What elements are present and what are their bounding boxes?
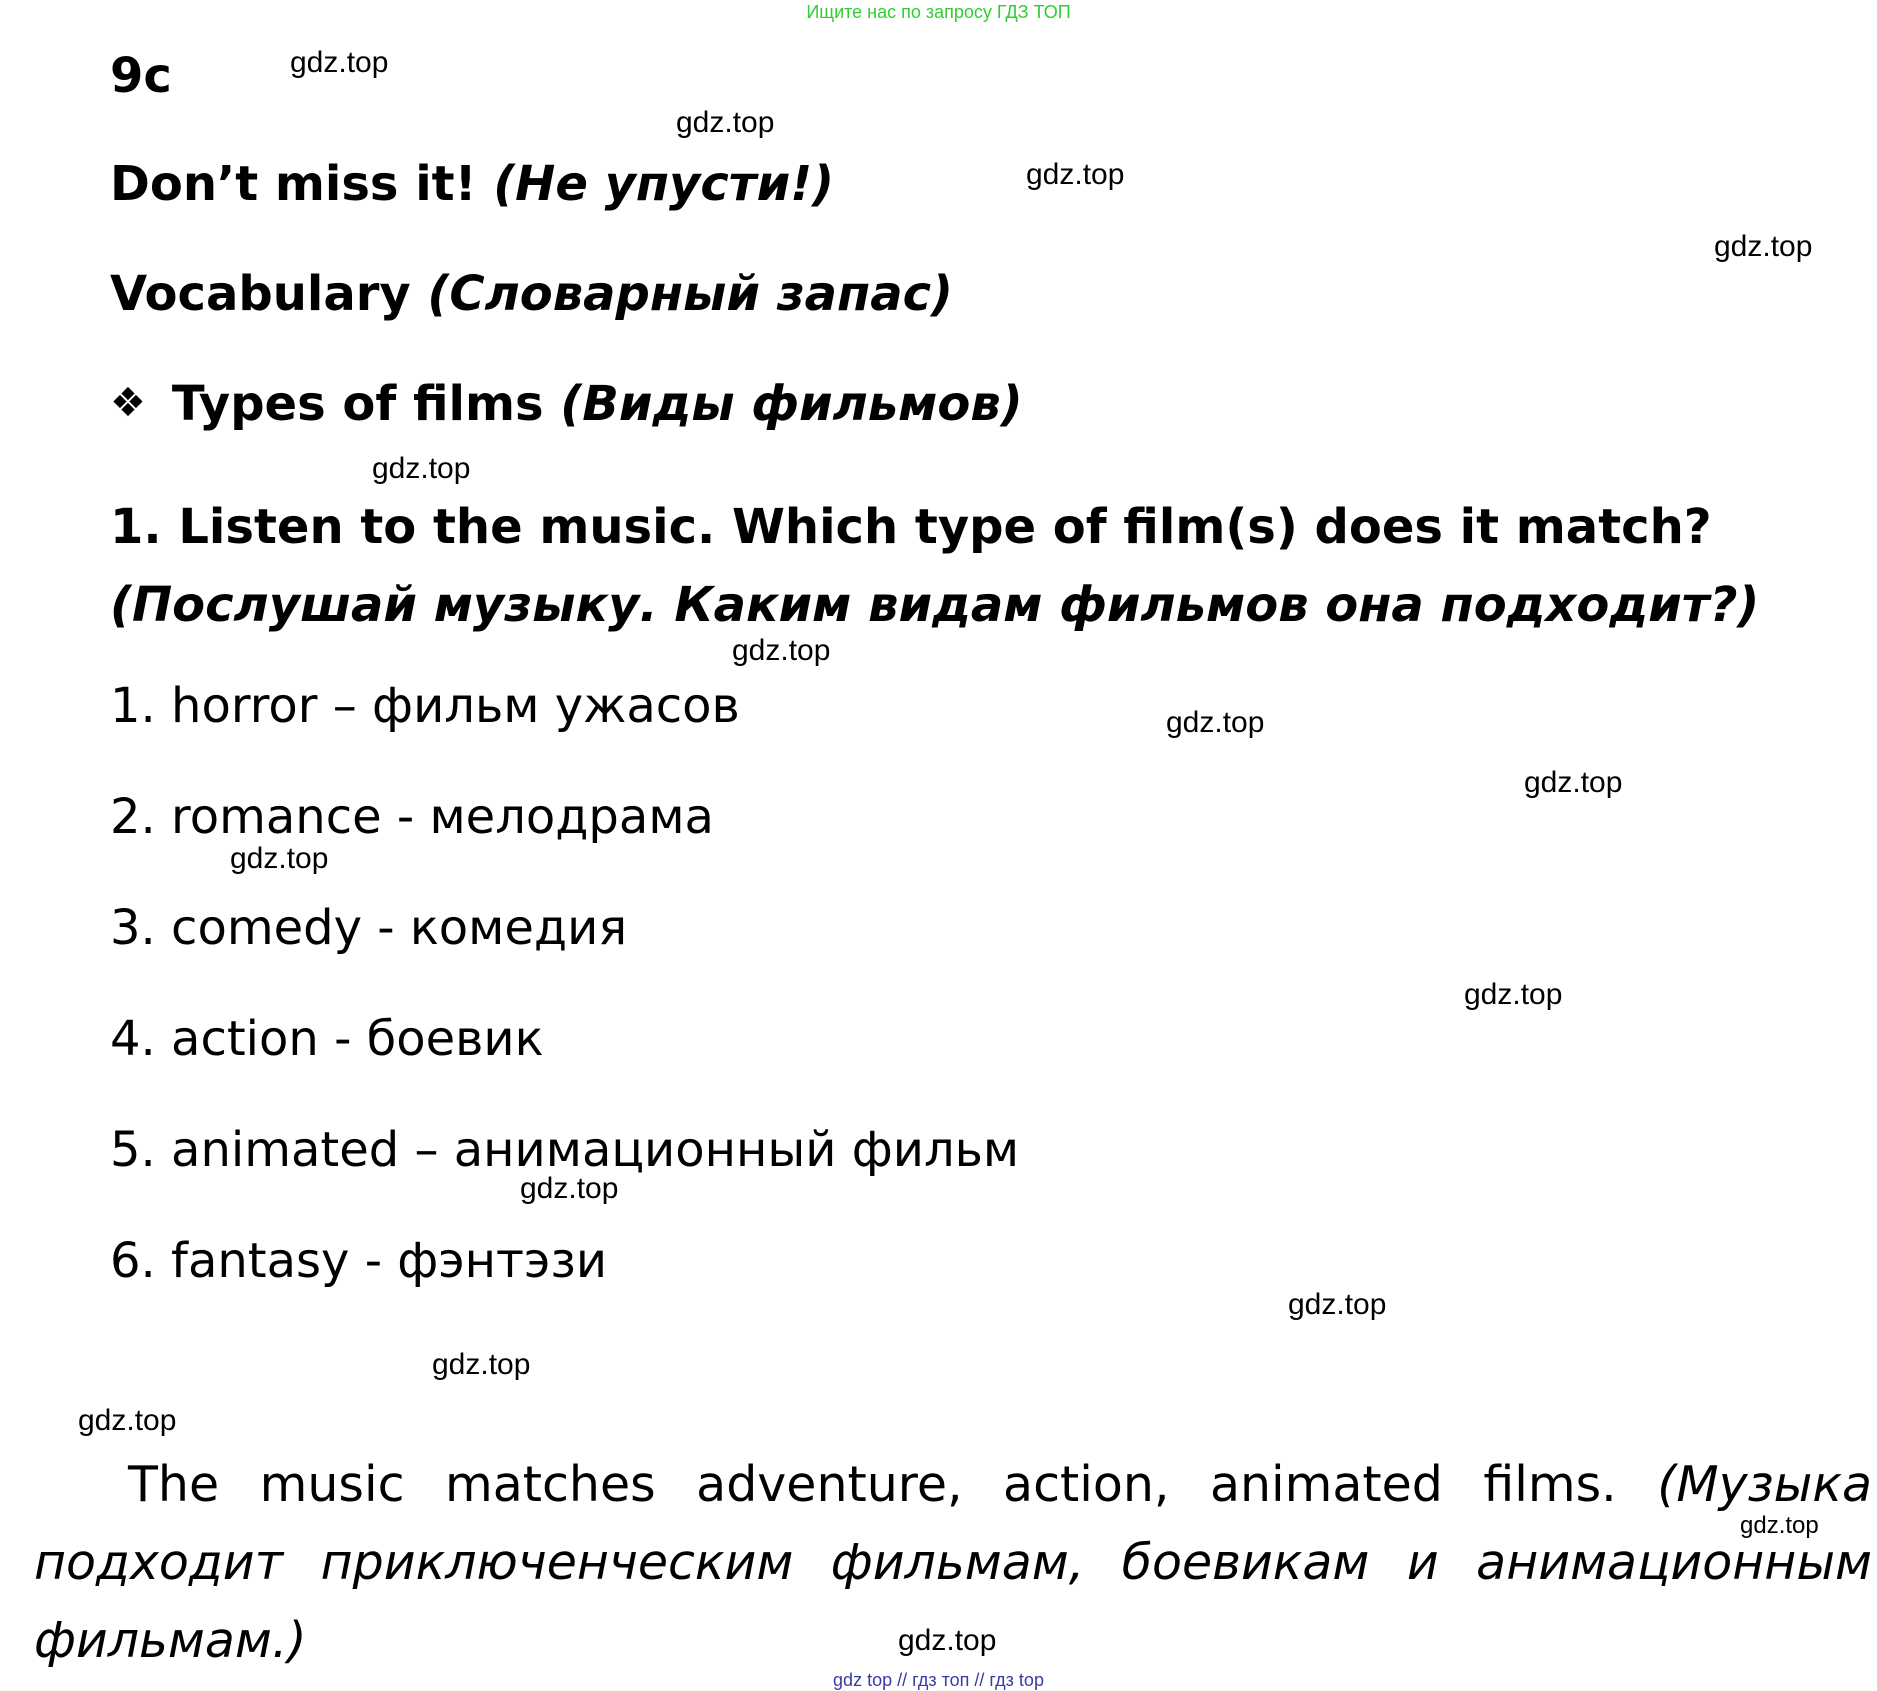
lesson-title [110,156,834,212]
answer-ru: (Музыка подходит приключенческим фильмам, боевикам и анимационным фильмам.) [34,1456,1872,1669]
watermark: gdz.top [78,1404,177,1437]
section-number: 9c [110,48,172,104]
diamond-bullet-icon: ❖ [110,380,146,426]
task-instruction-ru: (Послушай музыку. Каким видам фильмов она подходит?) [110,577,1760,633]
task-instruction [110,488,1870,644]
types-heading [110,376,1023,432]
film-type-item: 3. comedy - комедия [110,900,628,956]
types-heading-en: Types of films [171,376,544,432]
film-type-item: 5. animated – анимационный фильм [110,1122,1020,1178]
vocabulary-heading-en: Vocabulary [110,266,411,322]
top-banner: Ищите нас по запросу ГДЗ ТОП [806,2,1071,22]
answer-en: The music matches adventure, action, animated films. [128,1456,1617,1513]
film-type-item: 2. romance - мелодрама [110,789,714,845]
vocabulary-heading [110,266,953,322]
lesson-title-ru: (Не упусти!) [493,156,835,212]
watermark: gdz.top [1288,1288,1387,1321]
film-type-item: 4. action - боевик [110,1011,544,1067]
watermark: gdz.top [520,1172,619,1205]
task-instruction-en: 1. Listen to the music. Which type of film(s) does it match? [110,499,1712,555]
film-type-item: 1. horror – фильм ужасов [110,678,740,734]
vocabulary-heading-ru: (Словарный запас) [427,266,953,322]
watermark: gdz.top [290,46,389,79]
watermark: gdz.top [1026,158,1125,191]
watermark: gdz.top [1166,706,1265,739]
types-heading-ru: (Виды фильмов) [560,376,1023,432]
watermark: gdz.top [898,1624,997,1657]
watermark: gdz.top [1464,978,1563,1011]
watermark: gdz.top [1740,1512,1819,1539]
watermark: gdz.top [676,106,775,139]
watermark: gdz.top [732,634,831,667]
watermark: gdz.top [230,842,329,875]
watermark: gdz.top [1714,230,1813,263]
film-type-item: 6. fantasy - фэнтэзи [110,1233,608,1289]
watermark: gdz.top [372,452,471,485]
lesson-title-en: Don’t miss it! [110,156,477,212]
watermark: gdz.top [1524,766,1623,799]
watermark: gdz.top [432,1348,531,1381]
bottom-banner: gdz top // гдз топ // гдз top [833,1670,1044,1690]
